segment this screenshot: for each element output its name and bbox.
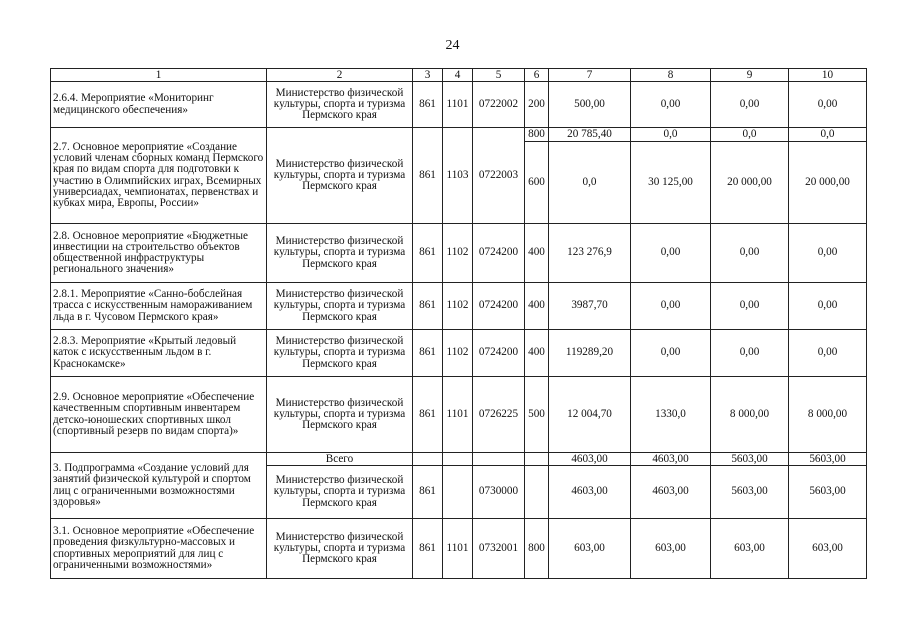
table-row — [51, 224, 867, 283]
cell-amount: 0,00 — [631, 82, 711, 128]
page-number: 24 — [445, 38, 460, 53]
cell-amount: 4603,00 — [631, 453, 711, 466]
budget-table — [50, 68, 867, 579]
cell-amount: 0,0 — [789, 128, 867, 142]
cell-target: 0732001 — [473, 519, 525, 579]
cell-amount: 20 785,40 — [549, 128, 631, 142]
activity-name: 2.7. Основное мероприятие «Создание условий членам сборных команд Пермского края по видам спорта для подготовки к участию в Олимпийских играх, Всемирных универсиадах, чемпионатах, первенствах и кубках мира, Европы, России» — [51, 128, 267, 224]
cell-target: 0726225 — [473, 377, 525, 453]
cell-section: 1101 — [443, 519, 473, 579]
cell-expense-type — [525, 453, 549, 466]
executor: Министерство физической культуры, спорта и туризма Пермского края — [267, 519, 413, 579]
executor: Министерство физической культуры, спорта и туризма Пермского края — [267, 224, 413, 283]
header-cell: 6 — [525, 69, 549, 82]
cell-amount: 119289,20 — [549, 330, 631, 377]
cell-expense-type: 800 — [525, 128, 549, 142]
cell-section: 1102 — [443, 283, 473, 330]
cell-target: 0722003 — [473, 128, 525, 224]
table-row — [51, 453, 867, 466]
cell-grbs: 861 — [413, 283, 443, 330]
cell-section: 1101 — [443, 82, 473, 128]
cell-grbs: 861 — [413, 519, 443, 579]
cell-amount: 1330,0 — [631, 377, 711, 453]
activity-name: 2.8.1. Мероприятие «Санно-бобслейная трасса с искусственным намораживанием льда в г. Чусовом Пермского края» — [51, 283, 267, 330]
cell-expense-type: 800 — [525, 519, 549, 579]
activity-name: 3. Подпрограмма «Создание условий для занятий физической культурой и спортом лиц с ограниченными возможностями здоровья» — [51, 453, 267, 519]
table-row — [51, 377, 867, 453]
table-row — [51, 519, 867, 579]
cell-amount: 8 000,00 — [789, 377, 867, 453]
header-cell: 1 — [51, 69, 267, 82]
cell-amount: 603,00 — [711, 519, 789, 579]
table-row — [51, 128, 867, 142]
cell-amount: 0,00 — [789, 283, 867, 330]
table-row — [51, 283, 867, 330]
cell-amount: 3987,70 — [549, 283, 631, 330]
cell-amount: 0,00 — [631, 283, 711, 330]
executor: Министерство физической культуры, спорта и туризма Пермского края — [267, 466, 413, 519]
cell-amount: 603,00 — [789, 519, 867, 579]
cell-grbs: 861 — [413, 466, 443, 519]
cell-section — [443, 466, 473, 519]
cell-amount: 603,00 — [631, 519, 711, 579]
cell-amount: 0,00 — [789, 224, 867, 283]
header-cell: 9 — [711, 69, 789, 82]
cell-target: 0730000 — [473, 466, 525, 519]
activity-name: 2.6.4. Мероприятие «Мониторинг медицинского обеспечения» — [51, 82, 267, 128]
cell-expense-type: 400 — [525, 224, 549, 283]
cell-grbs: 861 — [413, 82, 443, 128]
cell-expense-type: 500 — [525, 377, 549, 453]
cell-grbs: 861 — [413, 377, 443, 453]
cell-amount: 12 004,70 — [549, 377, 631, 453]
cell-amount: 0,00 — [711, 224, 789, 283]
header-cell: 2 — [267, 69, 413, 82]
cell-amount: 0,00 — [711, 283, 789, 330]
cell-grbs: 861 — [413, 224, 443, 283]
cell-target — [473, 453, 525, 466]
activity-name: 2.9. Основное мероприятие «Обеспечение качественным спортивным инвентарем детско-юношеских спортивных школ (спортивный резерв по видам спорта)» — [51, 377, 267, 453]
executor: Министерство физической культуры, спорта и туризма Пермского края — [267, 128, 413, 224]
cell-amount: 20 000,00 — [711, 142, 789, 224]
cell-amount: 5603,00 — [711, 453, 789, 466]
cell-amount: 4603,00 — [631, 466, 711, 519]
cell-amount: 603,00 — [549, 519, 631, 579]
cell-amount: 0,00 — [789, 82, 867, 128]
table-row — [51, 330, 867, 377]
cell-expense-type: 400 — [525, 330, 549, 377]
cell-amount: 4603,00 — [549, 466, 631, 519]
cell-expense-type: 600 — [525, 142, 549, 224]
executor: Министерство физической культуры, спорта и туризма Пермского края — [267, 377, 413, 453]
executor-total: Всего — [267, 453, 413, 466]
cell-section: 1102 — [443, 224, 473, 283]
cell-amount: 0,0 — [549, 142, 631, 224]
table-row — [51, 82, 867, 128]
cell-grbs — [413, 453, 443, 466]
cell-amount: 0,00 — [711, 82, 789, 128]
cell-section: 1102 — [443, 330, 473, 377]
cell-section: 1103 — [443, 128, 473, 224]
header-cell: 4 — [443, 69, 473, 82]
cell-amount: 8 000,00 — [711, 377, 789, 453]
cell-expense-type: 400 — [525, 283, 549, 330]
cell-amount: 5603,00 — [789, 466, 867, 519]
cell-amount: 30 125,00 — [631, 142, 711, 224]
executor: Министерство физической культуры, спорта и туризма Пермского края — [267, 283, 413, 330]
cell-grbs: 861 — [413, 128, 443, 224]
cell-amount: 5603,00 — [789, 453, 867, 466]
header-cell: 8 — [631, 69, 711, 82]
cell-expense-type — [525, 466, 549, 519]
header-row — [51, 69, 867, 82]
header-cell: 7 — [549, 69, 631, 82]
cell-amount: 123 276,9 — [549, 224, 631, 283]
cell-amount: 0,00 — [789, 330, 867, 377]
header-cell: 5 — [473, 69, 525, 82]
activity-name: 3.1. Основное мероприятие «Обеспечение проведения физкультурно-массовых и спортивных мероприятий для лиц с ограниченными возможностями» — [51, 519, 267, 579]
cell-grbs: 861 — [413, 330, 443, 377]
cell-amount: 5603,00 — [711, 466, 789, 519]
cell-amount: 500,00 — [549, 82, 631, 128]
cell-target: 0724200 — [473, 283, 525, 330]
header-cell: 3 — [413, 69, 443, 82]
header-cell: 10 — [789, 69, 867, 82]
activity-name: 2.8.3. Мероприятие «Крытый ледовый каток с искусственным льдом в г. Краснокамске» — [51, 330, 267, 377]
cell-section — [443, 453, 473, 466]
executor: Министерство физической культуры, спорта и туризма Пермского края — [267, 82, 413, 128]
cell-target: 0722002 — [473, 82, 525, 128]
activity-name: 2.8. Основное мероприятие «Бюджетные инвестиции на строительство объектов общественной инфраструктуры регионального значения» — [51, 224, 267, 283]
cell-target: 0724200 — [473, 330, 525, 377]
cell-amount: 4603,00 — [549, 453, 631, 466]
cell-amount: 0,0 — [631, 128, 711, 142]
cell-amount: 0,00 — [631, 330, 711, 377]
cell-amount: 0,00 — [631, 224, 711, 283]
executor: Министерство физической культуры, спорта и туризма Пермского края — [267, 330, 413, 377]
cell-section: 1101 — [443, 377, 473, 453]
cell-target: 0724200 — [473, 224, 525, 283]
cell-amount: 20 000,00 — [789, 142, 867, 224]
cell-amount: 0,0 — [711, 128, 789, 142]
cell-expense-type: 200 — [525, 82, 549, 128]
cell-amount: 0,00 — [711, 330, 789, 377]
